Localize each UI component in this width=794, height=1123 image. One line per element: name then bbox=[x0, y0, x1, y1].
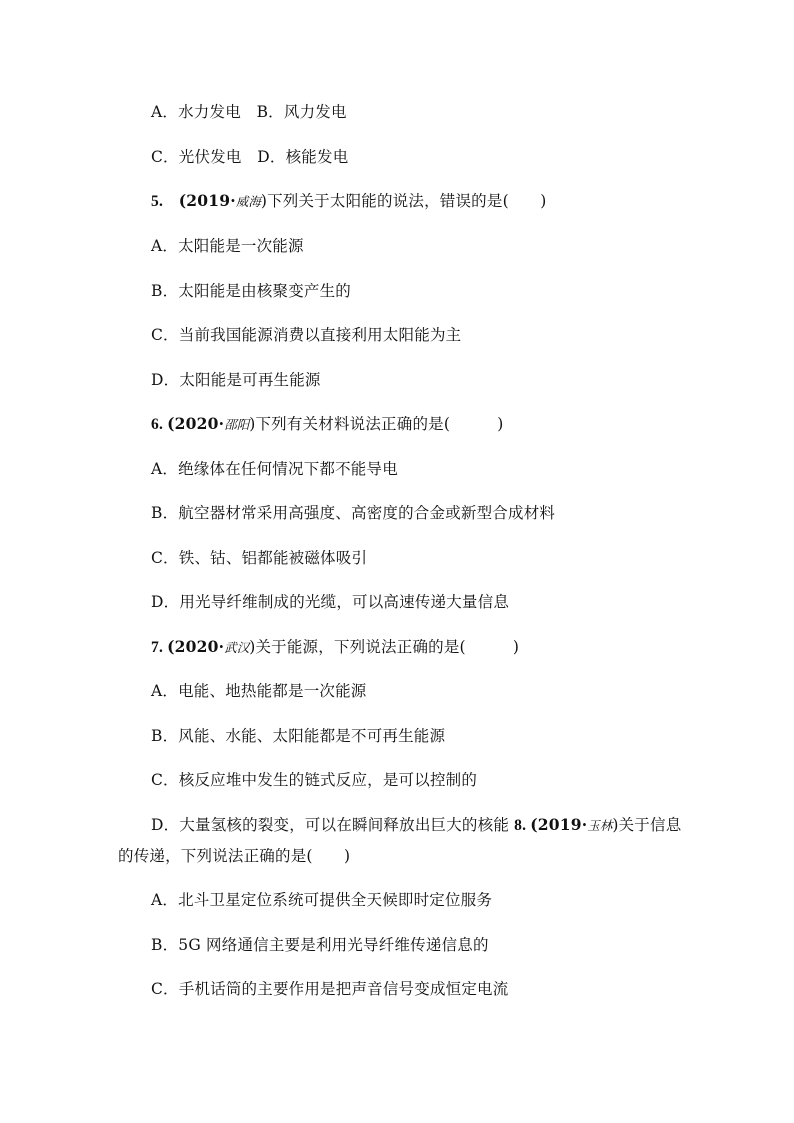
option-q6-c bbox=[151, 548, 367, 568]
option-q5-b bbox=[151, 281, 351, 301]
question-number: 8. bbox=[514, 817, 531, 834]
option-text: C．铁、钴、铝都能被磁体吸引 bbox=[151, 549, 368, 567]
option-line-q4-ab bbox=[151, 102, 347, 122]
question-year: (2020· bbox=[167, 637, 225, 656]
option-text: A．电能、地热能都是一次能源 bbox=[151, 682, 367, 700]
question-source: 邵阳 bbox=[224, 417, 250, 432]
option-text: B．航空器材常采用高强度、高密度的合金或新型合成材料 bbox=[151, 504, 556, 522]
question-number: 6. bbox=[151, 416, 168, 433]
option-q8-b bbox=[151, 935, 489, 955]
question-year: (2020· bbox=[167, 414, 225, 433]
question-year: (2019· bbox=[530, 815, 588, 834]
option-text: B．太阳能是由核聚变产生的 bbox=[151, 282, 351, 300]
option-q8-a bbox=[151, 890, 492, 910]
question-year: (2019· bbox=[178, 191, 236, 210]
question-source: 玉林 bbox=[587, 818, 613, 833]
question-source: 威海 bbox=[235, 194, 261, 209]
question-text: )关于能源，下列说法正确的是( ) bbox=[249, 638, 520, 656]
option-text: A．水力发电 B．风力发电 bbox=[151, 103, 347, 121]
question-text: )关于信息 bbox=[612, 816, 682, 834]
option-text: C．手机话筒的主要作用是把声音信号变成恒定电流 bbox=[151, 980, 509, 998]
option-text: C．核反应堆中发生的链式反应，是可以控制的 bbox=[151, 771, 478, 789]
option-text: D．大量氢核的裂变，可以在瞬间释放出巨大的核能 bbox=[151, 816, 515, 834]
option-text: D．用光导纤维制成的光缆，可以高速传递大量信息 bbox=[151, 593, 510, 611]
option-text: C．当前我国能源消费以直接利用太阳能为主 bbox=[151, 326, 462, 344]
question-text: )下列有关材料说法正确的是( ) bbox=[249, 415, 504, 433]
option-q7-c bbox=[151, 770, 477, 790]
question-7-stem bbox=[151, 637, 519, 658]
option-text: D．太阳能是可再生能源 bbox=[151, 371, 321, 389]
question-source: 武汉 bbox=[224, 640, 250, 655]
option-text: C．光伏发电 D．核能发电 bbox=[151, 148, 349, 166]
option-q7-a bbox=[151, 681, 367, 701]
option-text: A．太阳能是一次能源 bbox=[151, 237, 304, 255]
question-number: 7. bbox=[151, 639, 168, 656]
option-q6-a bbox=[151, 459, 398, 479]
option-q8-c bbox=[151, 979, 508, 999]
option-q5-d bbox=[151, 370, 321, 390]
option-q6-b bbox=[151, 503, 555, 523]
question-6-stem bbox=[151, 414, 503, 435]
option-line-q4-cd bbox=[151, 147, 348, 167]
question-number: 5. bbox=[151, 193, 179, 210]
option-text: B．5G 网络通信主要是利用光导纤维传递信息的 bbox=[151, 936, 489, 954]
option-text: A．北斗卫星定位系统可提供全天候即时定位服务 bbox=[151, 891, 493, 909]
question-8-stem-continued bbox=[118, 846, 350, 866]
option-q6-d bbox=[151, 592, 509, 612]
option-q5-c bbox=[151, 325, 461, 345]
question-text: )下列关于太阳能的说法，错误的是( ) bbox=[260, 192, 547, 210]
option-q7-b bbox=[151, 726, 445, 746]
option-q7-d-with-question-8 bbox=[151, 815, 681, 836]
option-q5-a bbox=[151, 236, 304, 256]
option-text: A．绝缘体在任何情况下都不能导电 bbox=[151, 460, 398, 478]
question-text: 的传递，下列说法正确的是( ) bbox=[118, 847, 351, 865]
option-text: B．风能、水能、太阳能都是不可再生能源 bbox=[151, 727, 446, 745]
question-5-stem bbox=[151, 191, 546, 212]
